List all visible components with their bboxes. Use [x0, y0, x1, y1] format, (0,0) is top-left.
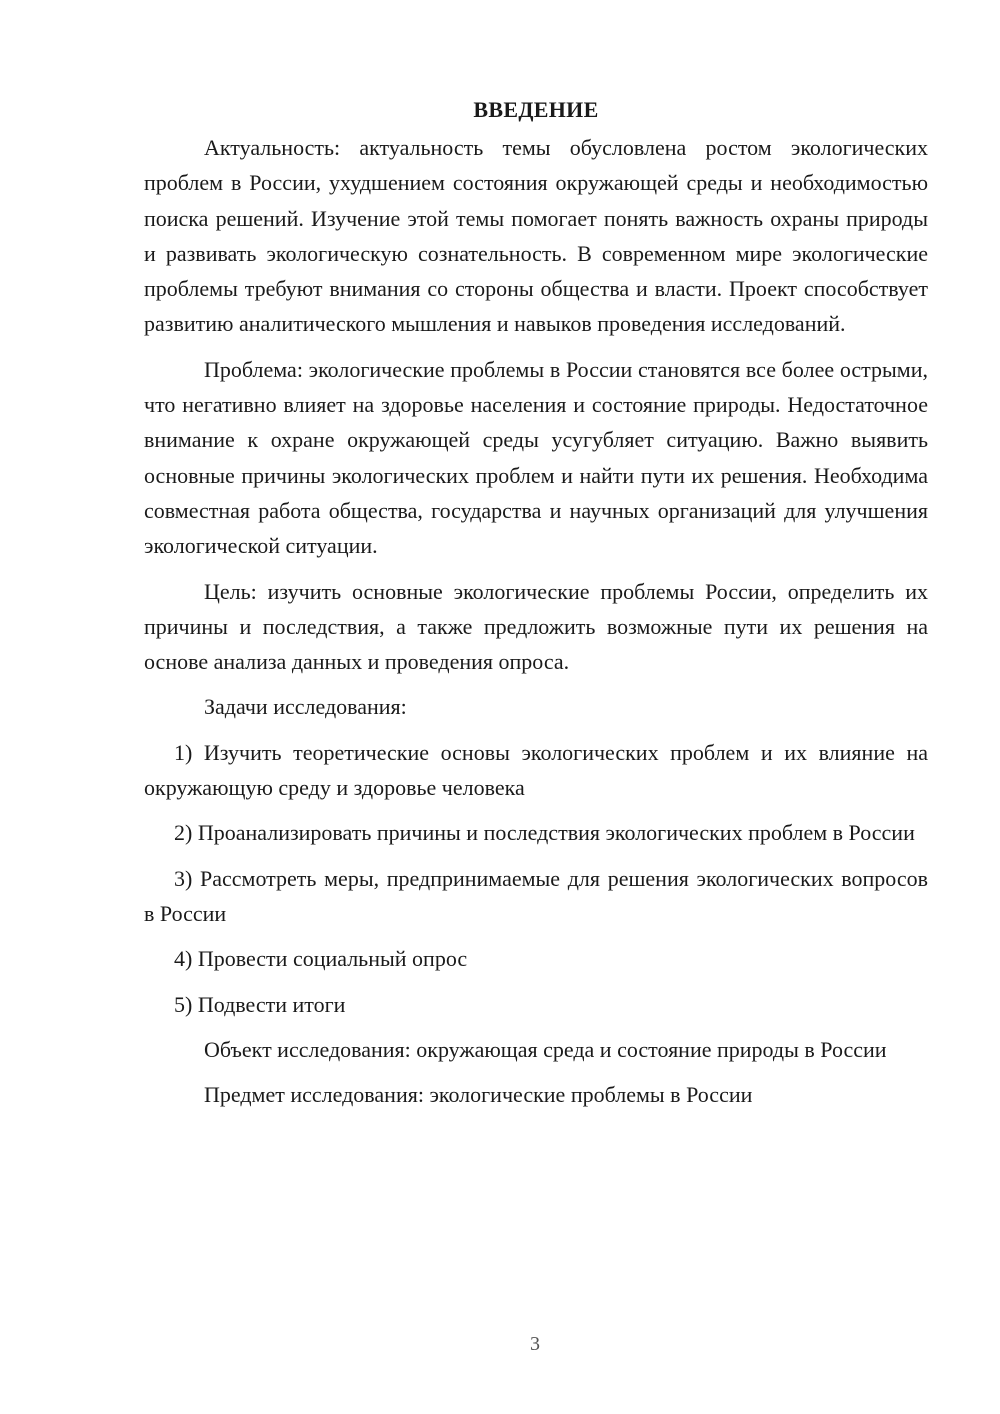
paragraph-subject: Предмет исследования: экологические проблемы в России: [204, 1082, 753, 1108]
list-item: 2) Проанализировать причины и последствия экологических проблем в России: [174, 820, 915, 846]
paragraph-goal: Цель: изучить основные экологические проблемы России, определить их причины и последствия, а также предложить возможные пути их решения на основе анализа данных и проведения опроса.: [144, 578, 928, 675]
tasks-list: [144, 735, 928, 1022]
page-title: ВВЕДЕНИЕ: [473, 97, 599, 122]
document-page: [144, 92, 928, 1122]
tasks-heading: Задачи исследования:: [204, 694, 407, 720]
paragraph-problem: Проблема: экологические проблемы в России становятся все более острыми, что негативно влияет на здоровье населения и состояние природы. Недостаточное внимание к охране окружающей среды усугубляет ситуацию. Важно выявить основные причины экологических проблем и найти пути их решения. Необходима совместная работа общества, государства и научных организаций для улучшения экологической ситуации.: [144, 356, 928, 559]
page-number: 3: [530, 1333, 540, 1355]
paragraph-object: Объект исследования: окружающая среда и состояние природы в России: [204, 1036, 887, 1062]
paragraph-relevance: Актуальность: актуальность темы обусловлена ростом экологических проблем в России, ухудшением состояния окружающей среды и необходимостью поиска решений. Изучение этой темы помогает понять важность охраны природы и развивать экологическую сознательность. В современном мире экологические проблемы требуют внимания со стороны общества и власти. Проект способствует развитию аналитического мышления и навыков проведения исследований.: [144, 135, 928, 337]
list-item: 1) Изучить теоретические основы экологических проблем и их влияние на окружающую среду и здоровье человека: [144, 739, 928, 801]
list-item: 4) Провести социальный опрос: [174, 946, 468, 972]
list-item: 5) Подвести итоги: [174, 991, 346, 1017]
list-item: 3) Рассмотреть меры, предпринимаемые для решения экологических вопросов в России: [144, 865, 928, 926]
